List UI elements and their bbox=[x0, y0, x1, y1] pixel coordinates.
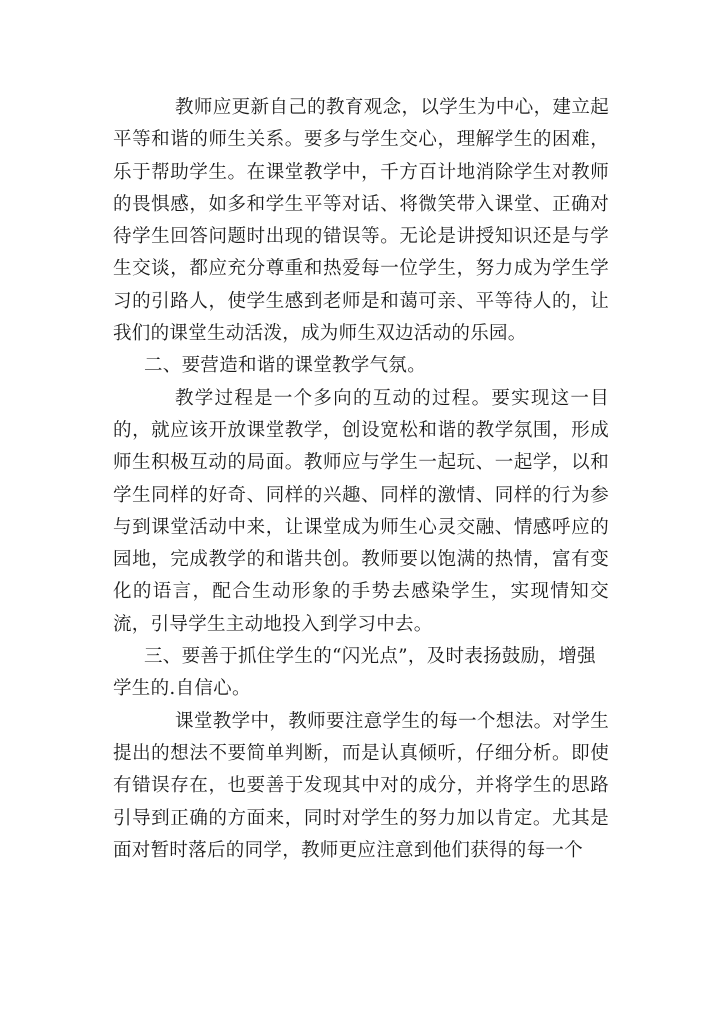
paragraph-student-ideas: 课堂教学中，教师要注意学生的每一个想法。对学生提出的想法不要简单判断，而是认真倾听，仔细分析。即使有错误存在，也要善于发现其中对的成分，并将学生的思路引导到正确的方面来，同时对学生的努力加以肯定。尤其是面对暂时落后的同学，教师更应注意到他们获得的每一个 bbox=[113, 710, 609, 861]
document-body bbox=[113, 92, 609, 867]
section-heading-highlight-points: 三、要善于抓住学生的“闪光点”，及时表扬鼓励，增强学生的.自信心。 bbox=[113, 646, 596, 700]
section-heading-classroom-atmosphere: 二、要营造和谐的课堂教学气氛。 bbox=[144, 355, 427, 377]
paragraph-interactive-teaching: 教学过程是一个多向的互动的过程。要实现这一目的，就应该开放课堂教学，创设宽松和谐的教学氛围，形成师生积极互动的局面。教师应与学生一起玩、一起学，以和学生同样的好奇、同样的兴趣、同样的激情、同样的行为参与到课堂活动中来，让课堂成为师生心灵交融、情感呼应的园地，完成教学的和谐共创。教师要以饱满的热情，富有变化的语言，配合生动形象的手势去感染学生，实现情知交流，引导学生主动地投入到学习中去。 bbox=[113, 387, 609, 635]
paragraph-teacher-student-relationship: 教师应更新自己的教育观念，以学生为中心，建立起平等和谐的师生关系。要多与学生交心，理解学生的困难，乐于帮助学生。在课堂教学中，千方百计地消除学生对教师的畏惧感，如多和学生平等对话、将微笑带入课堂、正确对待学生回答问题时出现的错误等。无论是讲授知识还是与学生交谈，都应充分尊重和热爱每一位学生，努力成为学生学习的引路人，使学生感到老师是和蔼可亲、平等待人的，让我们的课堂生动活泼，成为师生双边活动的乐园。 bbox=[113, 97, 609, 345]
